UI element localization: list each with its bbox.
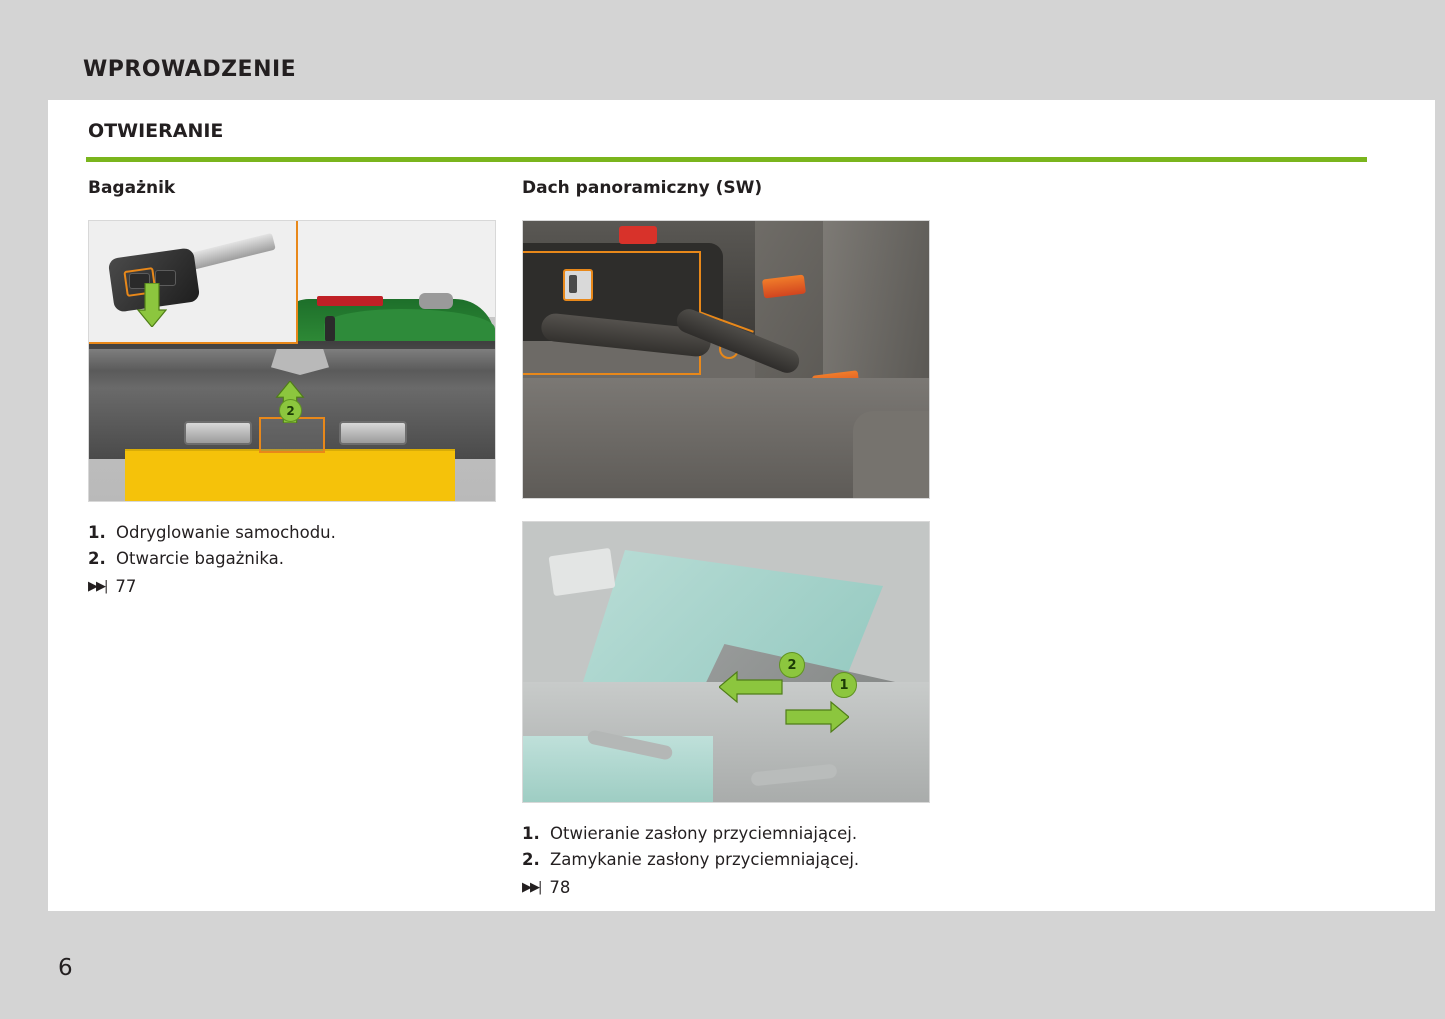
page-number: 6 [58,955,73,981]
license-plate [125,449,455,501]
interior-red-light [619,226,657,244]
reference-page-number: 77 [115,577,137,597]
boot-page-reference [88,577,508,596]
page-content [48,100,1435,911]
column-left [88,178,508,596]
section-divider [86,157,1367,162]
callout-badge-2: 2 [779,652,805,678]
panoramic-roof-blind-illustration [522,521,930,803]
roof-blind-switch [563,269,593,301]
tail-lamp-right [339,421,407,445]
key-inset-panel [89,221,298,344]
callout-badge-2: 2 [279,399,302,422]
car-rear-green-panel-inner [324,309,495,345]
seat-base [853,411,930,499]
step-text: Zamykanie zasłony przyciemniającej. [550,849,860,869]
tail-lamp-left [184,421,252,445]
sun-visor [549,548,616,596]
panoramic-roof-switch-illustration [522,220,930,499]
step-text: Odryglowanie samochodu. [116,523,336,542]
arrow-down-1-icon [137,283,167,327]
step-number: 1. [522,824,540,843]
section-title: OTWIERANIE [88,120,224,142]
fast-forward-icon: ▶▶| [522,880,541,896]
arrow-left-2-icon [719,670,783,704]
step-text: Otwarcie bagażnika. [116,548,285,568]
page-border-left [0,0,48,1019]
roof-page-reference [522,878,942,897]
boot-steps-list [88,520,508,571]
page-border-bottom [0,1001,1445,1019]
page-border-top [0,0,1445,38]
step-text: Otwieranie zasłony przyciemniającej. [550,824,858,843]
subsection-title-boot: Bagażnik [88,178,176,198]
page-border-right [1435,0,1445,1019]
boot-opening-illustration [88,220,496,502]
list-item [88,520,508,546]
list-item [88,546,508,572]
list-item [522,821,942,847]
list-item [522,847,942,873]
page-header-title: WPROWADZENIE [83,57,297,82]
step-number: 2. [522,849,540,869]
reference-page-number: 78 [549,878,571,898]
control-area-highlight [523,251,701,375]
switch-icon [569,275,577,293]
fast-forward-icon: ▶▶| [88,579,107,595]
step-number: 1. [88,523,106,542]
roof-spoiler [419,293,453,309]
roof-steps-list [522,821,942,872]
step-number: 2. [88,548,106,568]
column-right [522,178,942,897]
footer-band [0,911,1445,1001]
arrow-right-1-icon [785,700,849,734]
callout-badge-1: 1 [831,672,857,698]
rear-wiper [325,316,335,342]
key-blade [188,233,276,270]
car-brake-light [317,296,383,306]
subsection-title-panoramic-roof: Dach panoramiczny (SW) [522,178,763,198]
